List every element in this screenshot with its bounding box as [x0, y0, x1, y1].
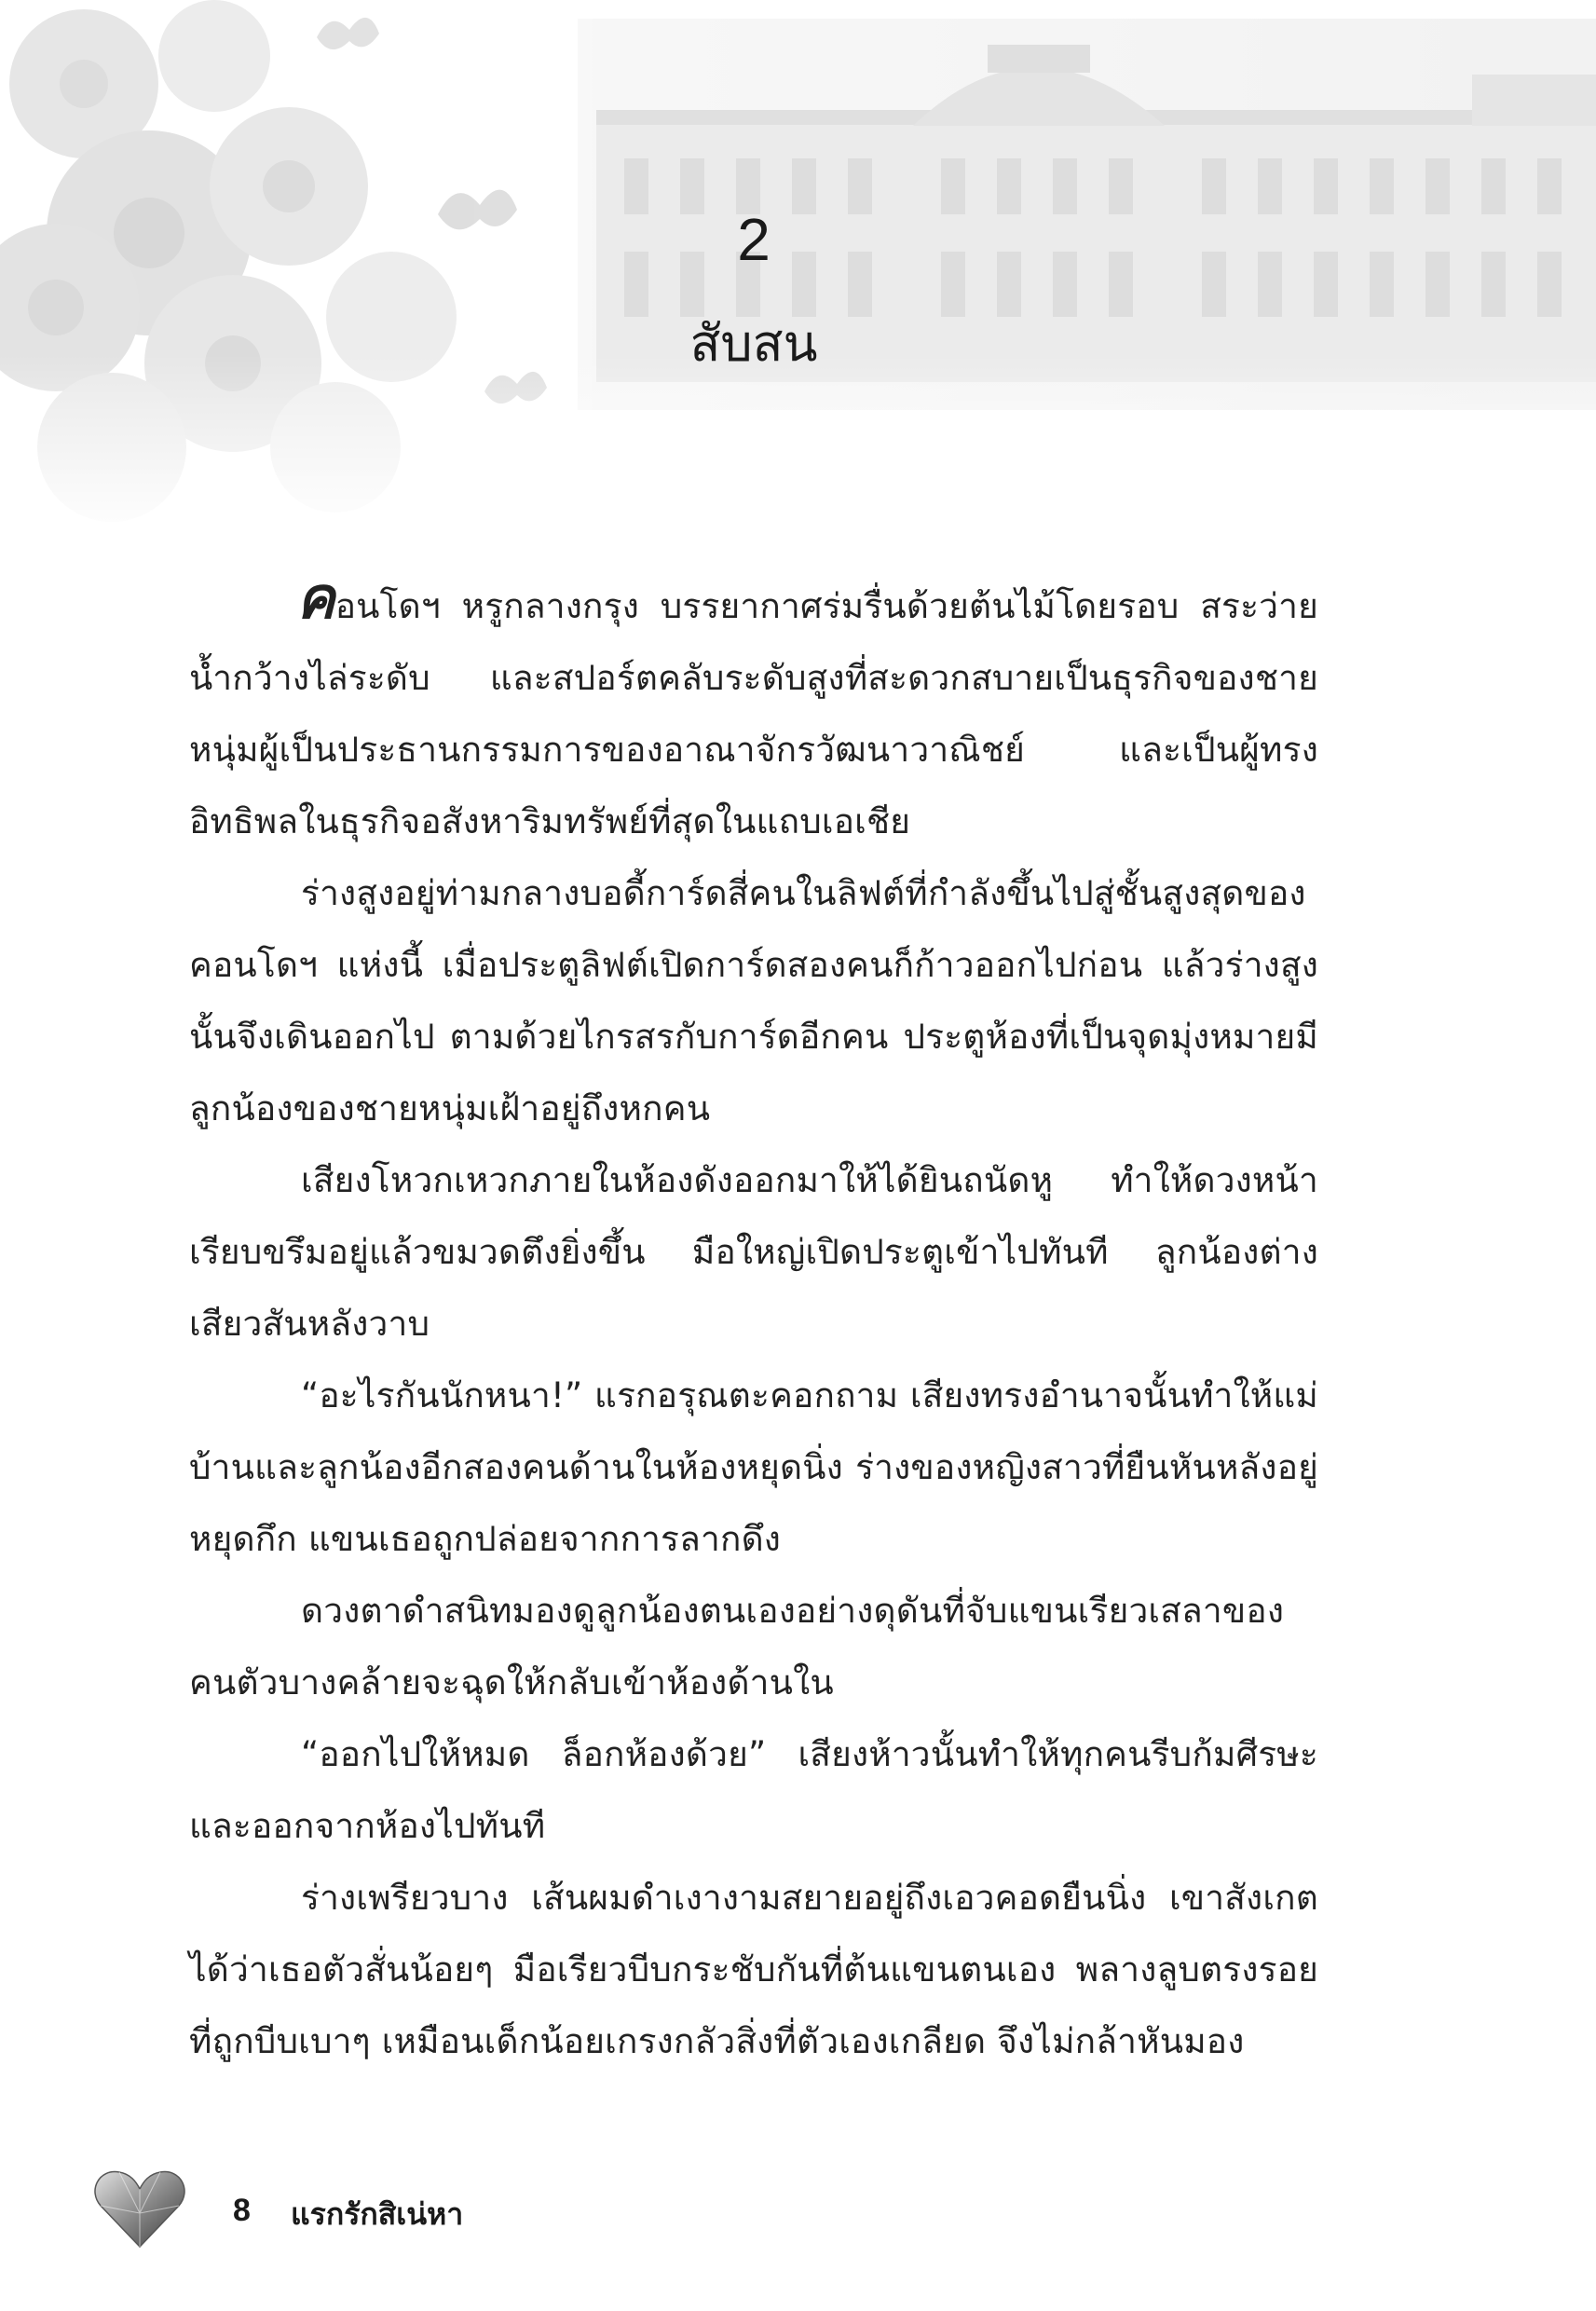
paragraph: “อะไรกันนักหนา!” แรกอรุณตะคอกถาม เสียงทรงอำนาจนั้นทำให้แม่บ้านและลูกน้องอีกสองคนด้านในห้องหยุดนิ่ง ร่างของหญิงสาวที่ยืนหันหลังอยู่หยุดกึก แขนเธอถูกปล่อยจากการลากดึง: [189, 1375, 1318, 1559]
page-number: 8: [233, 2193, 251, 2228]
paragraph: “ออกไปให้หมด ล็อกห้องด้วย” เสียงห้าวนั้นทำให้ทุกคนรีบก้มศีรษะและออกจากห้องไปทันที: [189, 1734, 1318, 1846]
drop-cap: ค: [296, 564, 335, 632]
book-title: แรกรักสิเน่หา: [291, 2196, 464, 2232]
paragraph: ร่างสูงอยู่ท่ามกลางบอดี้การ์ดสี่คนในลิฟต์ที่กำลังขึ้นไปสู่ชั้นสูงสุดของคอนโดฯ แห่งนี้ เมื่อประตูลิฟต์เปิดการ์ดสองคนก็ก้าวออกไปก่อน แล้วร่างสูงนั้นจึงเดินออกไป ตามด้วยไกรสรกับการ์ดอีกคน ประตูห้องที่เป็นจุดมุ่งหมายมีลูกน้องของชายหนุ่มเฝ้าอยู่ถึงหกคน: [189, 873, 1318, 1128]
page-footer: [93, 2167, 652, 2250]
heart-icon: [93, 2167, 186, 2250]
chapter-number: 2: [737, 206, 771, 273]
paragraph: ดวงตาดำสนิทมองดูลูกน้องตนเองอย่างดุดันที่จับแขนเรียวเสลาของคนตัวบางคล้ายจะฉุดให้กลับเข้าห้องด้านใน: [189, 1591, 1285, 1702]
paragraph: ร่างเพรียวบาง เส้นผมดำเงางามสยายอยู่ถึงเอวคอดยืนนิ่ง เขาสังเกตได้ว่าเธอตัวสั่นน้อยๆ มือเรียวบีบกระชับกันที่ต้นแขนตนเอง พลางลูบตรงรอยที่ถูกบีบเบาๆ เหมือนเด็กน้อยเกรงกลัวสิ่งที่ตัวเองเกลียด จึงไม่กล้าหันมอง: [189, 1878, 1318, 2061]
body-text: [189, 564, 1318, 2077]
paragraph-text: อนโดฯ หรูกลางกรุง บรรยากาศร่มรื่นด้วยต้นไม้โดยรอบ สระว่ายน้ำกว้างไล่ระดับ และสปอร์ตคลับระดับสูงที่สะดวกสบายเป็นธุรกิจของชายหนุ่มผู้เป็นประธานกรรมการของอาณาจักรวัฒนาวาณิชย์ และเป็นผู้ทรงอิทธิพลในธุรกิจอสังหาริมทรัพย์ที่สุดในแถบเอเชีย: [189, 586, 1318, 841]
paragraph: เสียงโหวกเหวกภายในห้องดังออกมาให้ได้ยินถนัดหู ทำให้ดวงหน้าเรียบขรึมอยู่แล้วขมวดตึงยิ่งขึ้น มือใหญ่เปิดประตูเข้าไปทันที ลูกน้องต่างเสียวสันหลังวาบ: [189, 1160, 1318, 1344]
paragraph: [189, 564, 1318, 857]
chapter-title: สับสน: [689, 314, 818, 373]
